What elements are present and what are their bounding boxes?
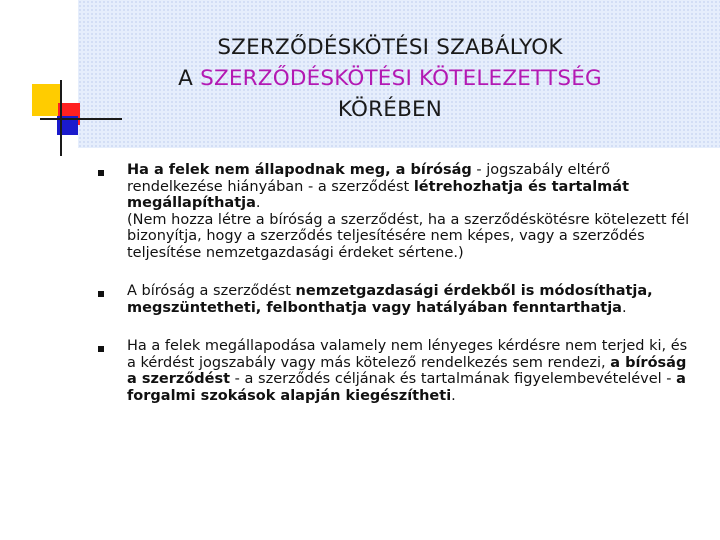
bullet-1-bold-middle: létrehozhatja és tartalmát megállapíthatja [127, 178, 630, 211]
title-line-1: SZERZŐDÉSKÖTÉSI SZABÁLYOK [217, 35, 563, 60]
bullet-1-bold-start: Ha a felek nem állapodnak meg, a bíróság [127, 162, 472, 178]
slide-title [100, 32, 680, 125]
bullet-square-icon [98, 291, 104, 297]
bullet-square-icon [98, 170, 104, 176]
bullet-item-2 [96, 283, 696, 316]
bullet-list [96, 162, 696, 426]
bullet-3-end: . [451, 387, 456, 404]
bullet-3-bold-1: a bíróság a szerződést [127, 354, 687, 387]
title-line-2-prefix: A [178, 66, 201, 91]
bullet-1-end: . [255, 195, 261, 211]
title-line-2 [100, 63, 680, 94]
bullet-3-text-2: - a szerződés céljának és tartalmának figyelembevételével - [230, 371, 677, 387]
bullet-3-text-1: Ha a felek megállapodása valamely nem lényeges kérdésre nem terjed ki, és a kérdést jogszabály vagy más kötelező rendelkezés sem rendezi, [127, 338, 688, 371]
bullet-2-text: A bíróság a szerződést [127, 283, 296, 299]
bullet-1-text: - jogszabály eltérő rendelkezése hiányában - a szerződést [127, 162, 611, 195]
bullet-square-icon [98, 346, 104, 352]
bullet-item-1 [96, 162, 696, 261]
bullet-2-bold: nemzetgazdasági érdekből is módosíthatja, megszüntetheti, felbonthatja vagy hatályában fenntarthatja [127, 283, 653, 316]
bullet-3-bold-2: a forgalmi szokások alapján kiegészítheti [127, 371, 686, 404]
bullet-item-3 [96, 338, 696, 404]
bullet-2-end: . [621, 299, 627, 316]
title-line-3: KÖRÉBEN [337, 97, 443, 122]
bullet-1-note: (Nem hozza létre a bíróság a szerződést, ha a szerződéskötésre kötelezett fél bizonyítja, hogy a szerződés teljesítésére nem képes, vagy a szerződés teljesítése nemzetgazdasági érdeket sértene.) [127, 211, 690, 261]
title-line-2-accent: SZERZŐDÉSKÖTÉSI KÖTELEZETTSÉG [200, 66, 602, 91]
